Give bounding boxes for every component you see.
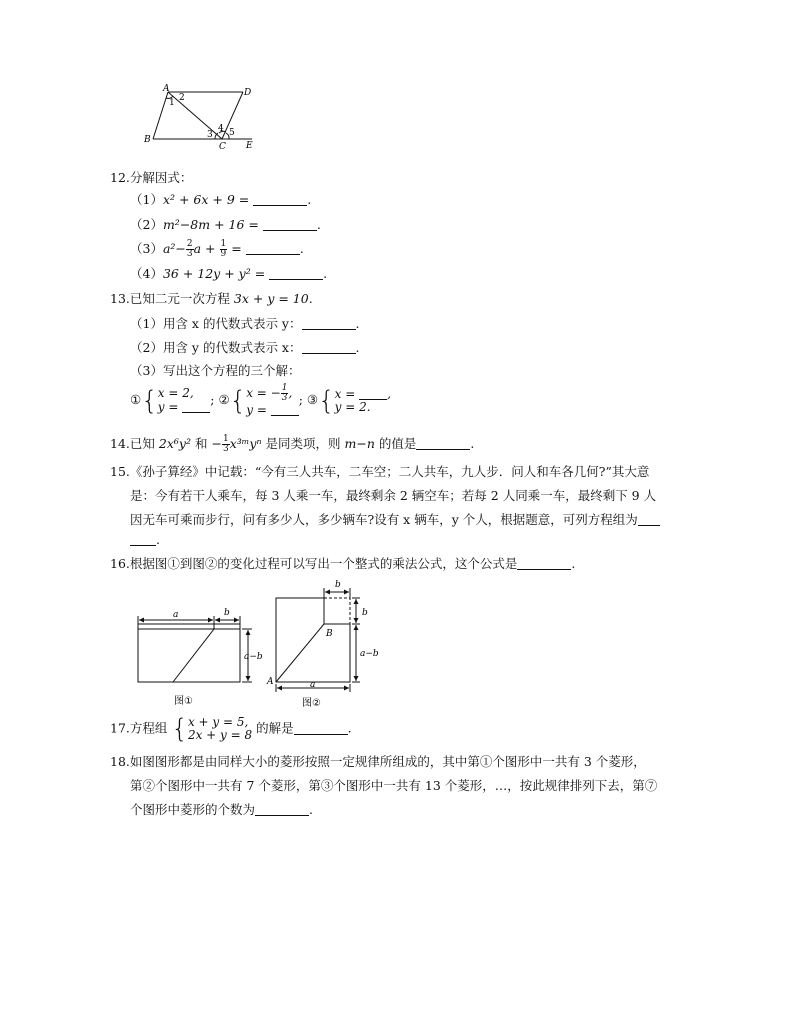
q13-part-1-text: （1）用含 x 的代数式表示 y： — [130, 316, 302, 331]
brace-icon: { — [171, 714, 188, 744]
q12-item-1: （1）x² + 6x + 9 = . — [130, 192, 312, 207]
brace-icon: { — [229, 385, 247, 416]
label-angle-4: 4 — [218, 124, 224, 134]
q18-number: 18. — [110, 754, 130, 769]
answer-blank[interactable] — [271, 403, 299, 416]
answer-blank[interactable] — [255, 803, 309, 816]
figure-2-label-B: B — [326, 629, 333, 639]
figure-1-rectangle — [138, 624, 240, 682]
q14-text-and: 和 — [194, 436, 208, 451]
solution-3-line-2: y = 2. — [334, 400, 371, 414]
figure-1-label-a: a — [173, 610, 179, 620]
q17: 17.方程组 {x + y = 5, 2x + y = 8 的解是 . — [110, 714, 352, 744]
q13-part-1: （1）用含 x 的代数式表示 y： . — [130, 316, 360, 331]
answer-blank[interactable] — [302, 341, 356, 354]
solution-1-line-2: y = — [157, 400, 179, 414]
figure-2-label-amb: a−b — [360, 649, 379, 659]
separator: ; — [298, 392, 303, 407]
parallelogram-figure — [140, 84, 270, 150]
label-D: D — [244, 88, 252, 98]
q12-title-text: 分解因式： — [129, 170, 193, 185]
q13-equation: 3x + y = 10 — [233, 291, 309, 306]
separator: ; — [210, 392, 215, 407]
q17-text-post: 的解是 — [256, 720, 294, 736]
q17-text-pre: 方程组 — [129, 720, 168, 736]
q14-m-minus-n: m−n — [344, 436, 375, 451]
solution-1-line-1: x = 2, — [157, 386, 194, 400]
q12-item-4: （4）36 + 12y + y² = . — [130, 266, 328, 281]
brace-icon: { — [141, 385, 158, 416]
q16: 16.根据图①到图②的变化过程可以写出一个整式的乘法公式，这个公式是 . — [110, 556, 576, 571]
fraction-numerator: 2 — [186, 239, 193, 249]
q18-line-1 — [110, 754, 646, 770]
fraction — [220, 240, 228, 259]
q12-item-3-expr-post: = — [231, 241, 242, 256]
fraction-denominator: 9 — [220, 249, 227, 259]
fraction — [186, 240, 194, 259]
q13-title — [110, 291, 313, 307]
q15-line-1 — [110, 464, 649, 480]
answer-blank[interactable] — [416, 437, 470, 450]
answer-blank[interactable] — [517, 557, 571, 570]
q12-item-2-index: （2） — [130, 217, 163, 232]
label-angle-5: 5 — [229, 128, 235, 138]
label-angle-1: 1 — [169, 98, 175, 108]
solution-3-mark: ③ — [306, 392, 319, 407]
q13-title-pre: 已知二元一次方程 — [129, 291, 230, 306]
q14-text-post: 的值是 — [378, 436, 417, 451]
q15-line-4: . — [130, 532, 160, 548]
solution-2-system: x = − $\frac{1}{3}$ , y = — [246, 384, 298, 417]
q15-text-2: 是：今有若干人乘车，每 3 人乘一车，最终剩余 2 辆空车；若每 2 人同乘一车，最终剩下 9 人 — [130, 488, 657, 503]
figure-2-outline — [276, 598, 350, 682]
q14: 14.已知 2x⁶y² 和 − $\frac{1}{3}$ x³ᵐyⁿ 是同类项，则 m−n 的值是 . — [110, 434, 475, 454]
figure-2-label-b-right: b — [362, 608, 368, 618]
q12-item-4-expr: 36 + 12y + y² = — [162, 266, 266, 281]
q15-text-3: 因无车可乘而步行，问有多少人，多少辆车?设有 x 辆车，y 个人，根据题意，可列方程组为 — [130, 512, 638, 527]
label-angle-2: 2 — [179, 93, 185, 103]
q12-item-4-index: （4） — [130, 266, 163, 281]
solution-2-line-1: x = − — [246, 386, 281, 400]
fraction — [222, 435, 230, 454]
q14-term-2-sign: − — [211, 436, 222, 451]
q18-text-2: 第②个图形中一共有 7 个菱形，第③个图形中一共有 13 个菱形，…，按此规律排列下去，第⑦ — [130, 778, 658, 793]
solution-2-line-2: y = — [246, 403, 267, 417]
answer-blank[interactable] — [294, 722, 348, 735]
edge-AC — [168, 92, 222, 139]
solution-3-system: x = , y = 2. — [334, 387, 391, 414]
answer-blank[interactable] — [638, 513, 660, 526]
figure-2-caption: 图② — [302, 698, 321, 709]
figure-1-label-b: b — [224, 608, 230, 618]
q12-item-2-expr: m²−8m + 16 = — [162, 217, 259, 232]
fraction-numerator: 1 — [222, 434, 229, 444]
fraction-denominator: 3 — [222, 444, 229, 454]
q18-line-3 — [130, 802, 313, 818]
fraction — [281, 384, 289, 403]
solution-2-mark: ② — [218, 392, 230, 407]
figure-1-label-amb: a−b — [244, 652, 263, 662]
answer-blank[interactable] — [253, 193, 307, 206]
fraction-denominator: 3 — [186, 249, 193, 259]
q17-number: 17. — [110, 720, 130, 736]
q15-number: 15. — [110, 464, 130, 479]
q13-part-3 — [130, 363, 300, 379]
edge-AB — [153, 92, 168, 139]
q16-number: 16. — [110, 556, 130, 571]
answer-blank[interactable] — [182, 400, 210, 413]
q14-term-1: 2x⁶y² — [158, 436, 191, 451]
label-B: B — [144, 135, 151, 145]
answer-blank[interactable] — [130, 533, 156, 546]
q12-item-3: （3）a²− $\frac{2}{3}$ a + $\frac{1}{9}$ = . — [130, 239, 304, 259]
fraction-numerator: 1 — [281, 383, 288, 393]
figure-1 — [136, 604, 272, 710]
figure-2-label-a: a — [310, 680, 316, 690]
fraction-denominator: 3 — [281, 393, 288, 403]
q16-text: 根据图①到图②的变化过程可以写出一个整式的乘法公式，这个公式是 — [129, 556, 518, 571]
q12-item-1-index: （1） — [130, 192, 163, 207]
q18-text-1: 如图图形都是由同样大小的菱形按照一定规律所组成的，其中第①个图形中一共有 3 个菱形， — [129, 754, 646, 769]
q13-part-3-text: （3）写出这个方程的三个解： — [130, 363, 301, 378]
q17-equation-1: x + y = 5, — [187, 715, 249, 729]
q12-item-1-expr: x² + 6x + 9 = — [162, 192, 250, 207]
solution-1-system — [158, 387, 210, 414]
label-E: E — [246, 141, 253, 150]
fraction-numerator: 1 — [220, 239, 227, 249]
q17-equation-2: 2x + y = 8 — [187, 728, 253, 742]
q15-text-1: 《孙子算经》中记载：“今有三人共车，二车空；二人共车，九人步．问人和车各几何?”其大意 — [129, 464, 650, 479]
q13-solutions — [130, 384, 391, 418]
q18-line-2 — [130, 778, 657, 794]
solution-3-line-1: x = — [334, 387, 356, 401]
q13-part-2: （2）用含 y 的代数式表示 x： . — [130, 340, 360, 355]
label-C: C — [219, 142, 226, 150]
q12-item-2: （2）m²−8m + 16 = . — [130, 217, 321, 232]
q14-term-2-rest: x³ᵐyⁿ — [229, 436, 262, 451]
q14-text-mid: 是同类项，则 — [265, 436, 341, 451]
q15-line-2 — [130, 488, 656, 504]
q14-text-pre: 已知 — [129, 436, 155, 451]
brace-icon: { — [318, 385, 335, 416]
q12-title — [110, 170, 192, 186]
q12-item-3-expr-pre: a²− — [162, 241, 186, 256]
q12-item-3-expr-mid: a + — [193, 241, 216, 256]
q17-system — [188, 716, 252, 742]
answer-blank[interactable] — [302, 317, 356, 330]
figure-1-diagonal — [173, 629, 214, 682]
label-A: A — [163, 84, 170, 94]
solution-1-mark: ① — [130, 392, 142, 407]
q13-number: 13. — [110, 291, 130, 306]
end-dot: . — [309, 802, 313, 817]
figure-2 — [264, 576, 396, 710]
q12-item-3-index: （3） — [130, 241, 163, 256]
label-angle-3: 3 — [207, 130, 213, 140]
q14-number: 14. — [110, 436, 130, 451]
figure-2-dashed-square — [324, 598, 350, 624]
figure-1-caption: 图① — [174, 696, 193, 707]
q18-text-3: 个图形中菱形的个数为 — [130, 802, 256, 817]
q15-line-3 — [130, 512, 660, 528]
q12-number: 12. — [110, 170, 130, 185]
answer-blank[interactable] — [269, 267, 323, 280]
q13-title-post: . — [308, 291, 313, 306]
q13-part-2-text: （2）用含 y 的代数式表示 x： — [130, 340, 302, 355]
figure-2-diagonal — [276, 624, 324, 682]
answer-blank[interactable] — [359, 387, 387, 400]
figure-2-label-A: A — [267, 677, 274, 687]
answer-blank[interactable] — [246, 242, 300, 255]
figure-2-label-b-top: b — [335, 580, 341, 590]
answer-blank[interactable] — [263, 218, 317, 231]
